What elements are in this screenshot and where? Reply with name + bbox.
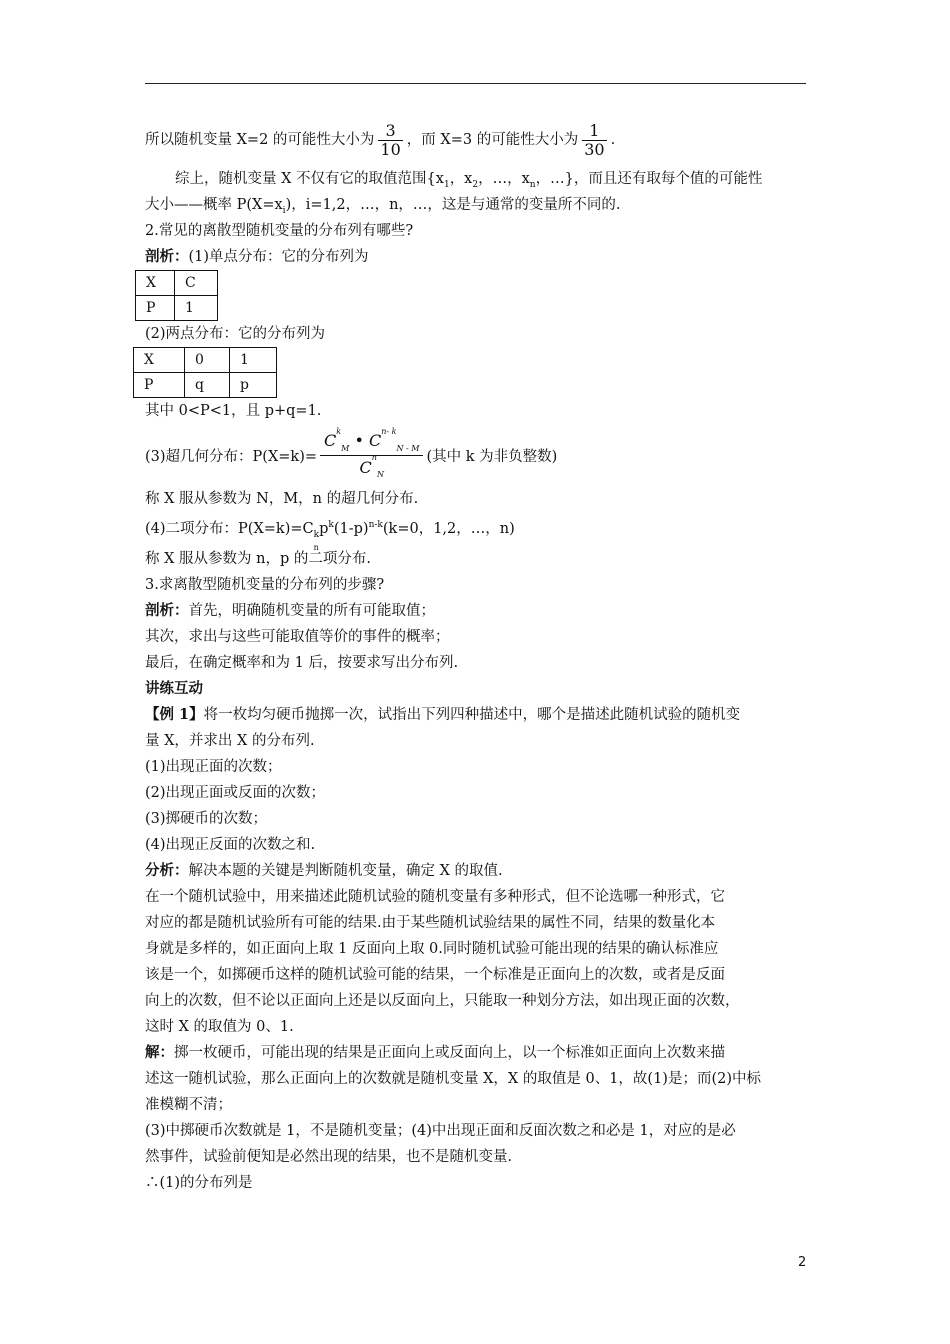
solution-line: (3)中掷硬币次数就是 1，不是随机变量；(4)中出现正面和反面次数之和必是 1，对应的是必 — [145, 1123, 736, 1139]
single-point-table: X C P 1 — [135, 270, 218, 321]
analysis-line: 身就是多样的，如正面向上取 1 反面向上取 0.同时随机试验可能出现的结果的确认标准应 — [145, 941, 719, 957]
two-point-note: 其中 0<P<1，且 p+q=1. — [145, 403, 322, 419]
page-content — [145, 120, 807, 1196]
question-2: 2.常见的离散型随机变量的分布列有哪些? — [145, 223, 414, 239]
example-line-1: 【例 1】将一枚均匀硬币抛掷一次，试指出下列四种描述中，哪个是描述此随机试验的随机变 — [145, 706, 741, 723]
two-point-table: X 0 1 P q p — [133, 347, 277, 398]
step-1: 剖析：首先，明确随机变量的所有可能取值； — [145, 602, 435, 619]
solution-line: 然事件，试验前便知是必然出现的结果，也不是随机变量. — [145, 1149, 513, 1165]
example-item-1: (1)出现正面的次数； — [145, 759, 282, 775]
step-2: 其次，求出与这些可能取值等价的事件的概率； — [145, 629, 450, 645]
question-3: 3.求离散型随机变量的分布列的步骤? — [145, 577, 385, 593]
fraction-1-30: $\frac{1}{30}$ — [584, 120, 605, 159]
analysis-line: 在一个随机试验中，用来描述此随机试验的随机变量有多种形式，但不论选哪一种形式，它 — [145, 889, 725, 905]
binomial-line: (4)二项分布：$P(X=k)=C_k$ n $p^k(1-p)^{n-k}(k=0$，1,2，…，n) — [145, 520, 515, 552]
hypergeometric-line: (3)超几何分布：P(X=k)= $\frac{C^k_M • C^{n- k}_{N - M}}{C^n_N}$ (其中 k 为非负整数) — [145, 426, 558, 479]
example-item-4: (4)出现正反面的次数之和. — [145, 837, 316, 853]
two-point-line: (2)两点分布：它的分布列为 — [145, 326, 326, 342]
header-rule — [145, 83, 806, 84]
summary-line-1: 综上，随机变量 X 不仅有它的取值范围{$x_1$，$x_2$，…，$x_n$，…}，而且还有取每个值的可能性 — [175, 171, 763, 190]
solution-line: 述这一随机试验，那么正面向上的次数就是随机变量 X，X 的取值是 0、1，故(1)是；而(2)中标 — [145, 1071, 761, 1087]
binomial-note: 称 X 服从参数为 n，p 的二项分布. — [145, 551, 371, 567]
analysis-line: 该是一个，如掷硬币这样的随机试验可能的结果，一个标准是正面向上的次数，或者是反面 — [145, 967, 725, 983]
single-point-line: 剖析：(1)单点分布：它的分布列为 — [145, 248, 369, 265]
analysis-line: 对应的都是随机试验所有可能的结果.由于某些随机试验结果的属性不同，结果的数量化本 — [145, 915, 716, 931]
example-item-3: (3)掷硬币的次数； — [145, 811, 268, 827]
step-3: 最后，在确定概率和为 1 后，按要求写出分布列. — [145, 655, 459, 671]
hypergeometric-formula: $\frac{C^k_M • C^{n- k}_{N - M}}{C^n_N}$ — [320, 431, 423, 478]
hypergeometric-note: 称 X 服从参数为 N，M，n 的超几何分布. — [145, 491, 419, 507]
example-line-2: 量 X，并求出 X 的分布列. — [145, 733, 315, 749]
analysis-line: 这时 X 的取值为 0、1. — [145, 1019, 294, 1035]
analysis-first: 分析：解决本题的关键是判断随机变量，确定 X 的取值. — [145, 862, 503, 879]
paragraph-probability: 所以随机变量 X=2 的可能性大小为 $\frac{3}{10}$ ，而 X=3 的可能性大小为 $\frac{1}{30}$ . — [145, 120, 616, 159]
solution-line: 准模糊不清； — [145, 1097, 232, 1113]
practice-heading: 讲练互动 — [145, 680, 203, 697]
solution-first: 解：掷一枚硬币，可能出现的结果是正面向上或反面向上，以一个标准如正面向上次数来描 — [145, 1044, 725, 1061]
fraction-3-10: $\frac{3}{10}$ — [380, 120, 401, 159]
analysis-line: 向上的次数，但不论以正面向上还是以反面向上，只能取一种划分方法，如出现正面的次数， — [145, 993, 740, 1009]
solution-line: ∴(1)的分布列是 — [145, 1175, 253, 1191]
summary-line-2: 大小——概率 $P(X=x_i)$，i=1,2，…，n，…，这是与通常的变量所不同的. — [145, 197, 621, 216]
page-number: 2 — [798, 1255, 807, 1270]
example-item-2: (2)出现正面或反面的次数； — [145, 785, 326, 801]
